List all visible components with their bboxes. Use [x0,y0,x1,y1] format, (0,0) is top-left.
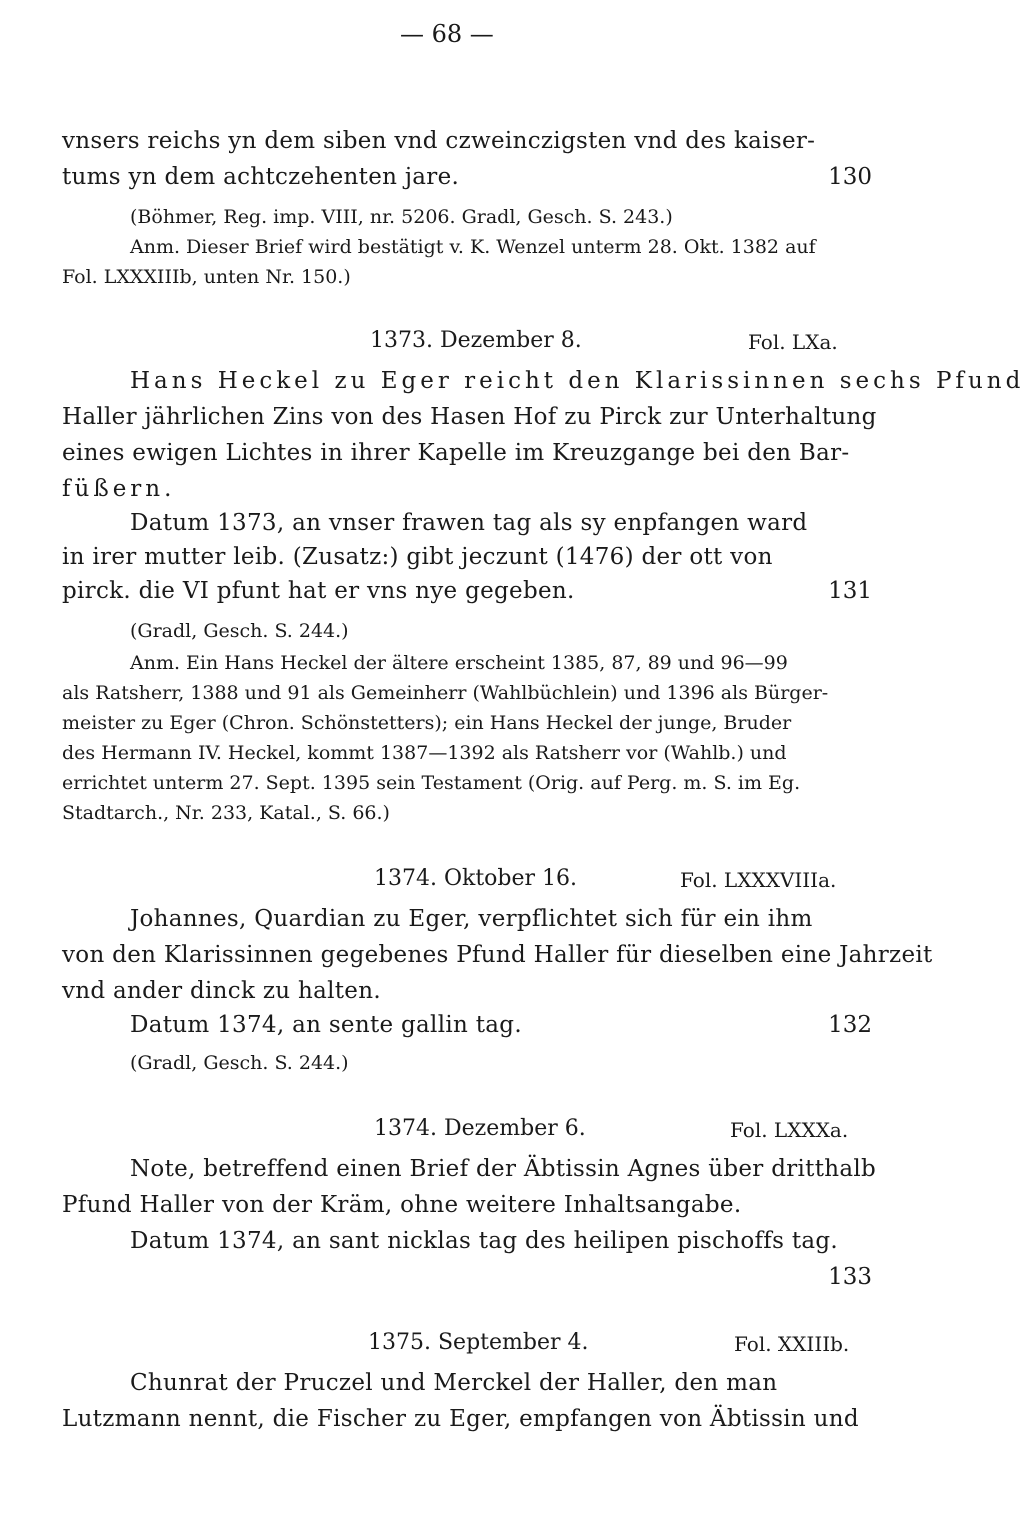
document-number: 132 [828,1012,872,1038]
note-line: des Hermann IV. Heckel, kommt 1387—1392 als Ratsherr vor (Wahlb.) und [62,742,787,764]
summary-line: Hans Heckel zu Eger reicht den Klarissinnen sechs Pfund [130,368,1024,394]
document-number: 133 [828,1264,872,1290]
note-line: Stadtarch., Nr. 233, Katal., S. 66.) [62,802,390,824]
text-line: Datum 1373, an vnser frawen tag als sy enpfangen ward [130,510,808,536]
summary-line: füßern. [62,476,176,502]
document-date: 1374. Oktober 16. [374,866,578,891]
folio-reference: Fol. XXIIIb. [734,1332,850,1356]
summary-line: von den Klarissinnen gegebenes Pfund Haller für dieselben eine Jahrzeit [62,942,933,968]
source-reference: (Böhmer, Reg. imp. VIII, nr. 5206. Gradl, Gesch. S. 243.) [130,206,673,228]
document-number: 131 [828,578,872,604]
text-line: vnsers reichs yn dem siben vnd czweinczigsten vnd des kaiser- [62,128,816,154]
note-line: errichtet unterm 27. Sept. 1395 sein Testament (Orig. auf Perg. m. S. im Eg. [62,772,801,794]
source-reference: (Gradl, Gesch. S. 244.) [130,620,349,642]
text-line: Datum 1374, an sente gallin tag. [130,1012,522,1038]
summary-line: Johannes, Quardian zu Eger, verpflichtet sich für ein ihm [130,906,813,932]
folio-reference: Fol. LXa. [748,330,838,354]
summary-line: Lutzmann nennt, die Fischer zu Eger, empfangen von Äbtissin und [62,1406,859,1432]
note-line: Anm. Dieser Brief wird bestätigt v. K. Wenzel unterm 28. Okt. 1382 auf [130,236,816,258]
document-number: 130 [828,164,872,190]
note-line: Anm. Ein Hans Heckel der ältere erscheint 1385, 87, 89 und 96—99 [130,652,788,674]
page-number: — 68 — [400,20,494,48]
text-line: tums yn dem achtczehenten jare. [62,164,460,190]
summary-line: vnd ander dinck zu halten. [62,978,381,1004]
summary-line: Haller jährlichen Zins von des Hasen Hof zu Pirck zur Unterhaltung [62,404,877,430]
document-date: 1374. Dezember 6. [374,1116,586,1141]
text-line: Datum 1374, an sant nicklas tag des heilipen pischoffs tag. [130,1228,839,1254]
text-line: in irer mutter leib. (Zusatz:) gibt jeczunt (1476) der ott von [62,544,773,570]
summary-line: Pfund Haller von der Kräm, ohne weitere Inhaltsangabe. [62,1192,742,1218]
note-line: meister zu Eger (Chron. Schönstetters); ein Hans Heckel der junge, Bruder [62,712,792,734]
note-line: Fol. LXXXIIIb, unten Nr. 150.) [62,266,351,288]
document-date: 1375. September 4. [368,1330,589,1355]
summary-line: Note, betreffend einen Brief der Äbtissin Agnes über dritthalb [130,1156,877,1182]
text-line: pirck. die VI pfunt hat er vns nye gegeben. [62,578,575,604]
document-date: 1373. Dezember 8. [370,328,582,353]
folio-reference: Fol. LXXXa. [730,1118,849,1142]
summary-line: eines ewigen Lichtes in ihrer Kapelle im Kreuzgange bei den Bar- [62,440,850,466]
folio-reference: Fol. LXXXVIIIa. [680,868,837,892]
summary-line: Chunrat der Pruczel und Merckel der Haller, den man [130,1370,778,1396]
source-reference: (Gradl, Gesch. S. 244.) [130,1052,349,1074]
note-line: als Ratsherr, 1388 und 91 als Gemeinherr (Wahlbüchlein) und 1396 als Bürger- [62,682,829,704]
